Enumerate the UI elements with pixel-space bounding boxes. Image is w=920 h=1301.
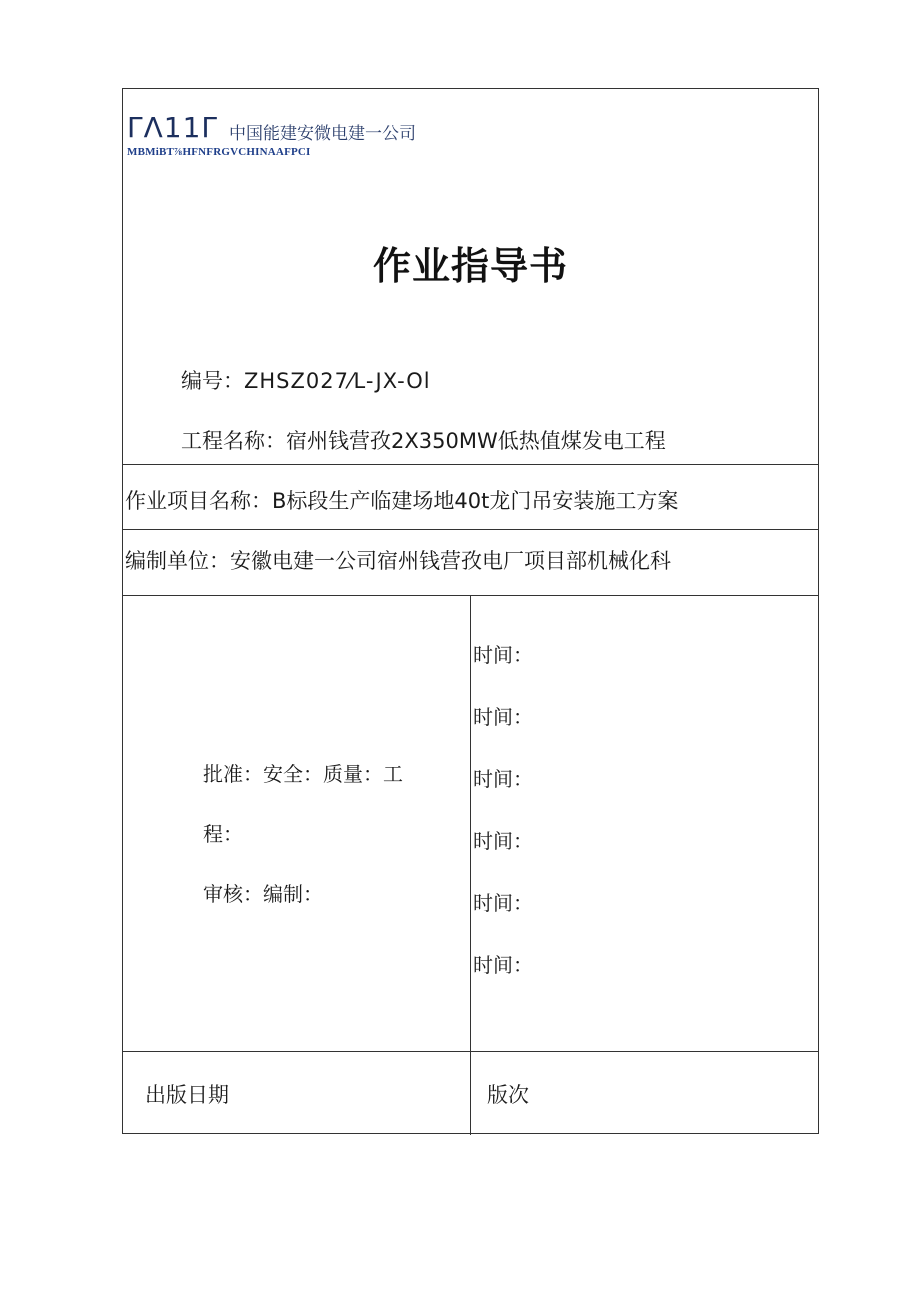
approval-line-2: 程： — [203, 822, 243, 846]
divider-2 — [123, 529, 818, 530]
unit-row — [125, 545, 671, 575]
time-label-5: 时间： — [473, 891, 533, 915]
time-label-2: 时间： — [473, 705, 533, 729]
unit-value: 安徽电建一公司宿州钱营孜电厂项目部机械化科 — [230, 549, 671, 573]
document-number-value: ZHSZ027⁄L-JX-Ol — [244, 369, 431, 393]
unit-label: 编制单位： — [125, 549, 230, 573]
project-name-label: 工程名称： — [181, 429, 286, 453]
approval-line-3: 审核：编制： — [203, 882, 323, 906]
footer-column-divider — [470, 1051, 471, 1135]
task-name-row — [125, 485, 678, 515]
project-name-value: 宿州钱营孜2X350MW低热值煤发电工程 — [286, 429, 666, 453]
company-name-en: MBMiBT⅞HFNFRGVCHINAAFPCI — [127, 146, 311, 158]
document-title: 作业指导书 — [372, 244, 568, 288]
document-number-label: 编号： — [181, 369, 244, 393]
time-label-6: 时间： — [473, 953, 533, 977]
time-label-4: 时间： — [473, 829, 533, 853]
document-number-row — [181, 365, 431, 395]
project-name-row — [181, 425, 666, 455]
company-name-cn: 中国能建安微电建一公司 — [229, 124, 416, 144]
divider-1 — [123, 464, 818, 465]
signature-column-divider — [470, 595, 471, 1051]
task-name-label: 作业项目名称： — [125, 489, 272, 513]
company-logo-mark: ΓΛ11Γ — [127, 111, 218, 144]
document-frame — [122, 88, 819, 1134]
time-label-1: 时间： — [473, 643, 533, 667]
publish-date-label: 出版日期 — [145, 1083, 229, 1107]
edition-label: 版次 — [487, 1083, 529, 1107]
time-label-3: 时间： — [473, 767, 533, 791]
approval-line-1: 批准：安全：质量：工 — [203, 762, 403, 786]
task-name-value: B标段生产临建场地40t龙门吊安装施工方案 — [272, 489, 679, 513]
